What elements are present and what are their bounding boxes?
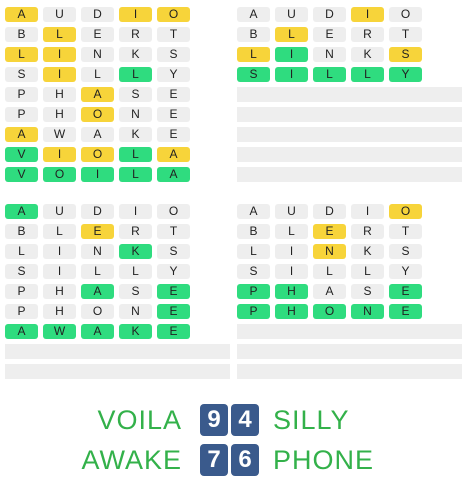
guess-row [237, 204, 462, 219]
letter-tile-correct: O [313, 304, 346, 319]
guess-row [5, 87, 230, 102]
guess-row [5, 167, 230, 182]
letter-tile-correct: E [157, 324, 190, 339]
letter-tile: I [43, 244, 76, 259]
solved-word: PHONE [273, 444, 375, 475]
guess-row [5, 284, 230, 299]
guess-count-badge: 9 [200, 404, 228, 436]
letter-tile-present: I [351, 7, 384, 22]
letter-tile-correct: E [389, 304, 422, 319]
letter-tile: H [43, 87, 76, 102]
letter-tile: R [351, 27, 384, 42]
letter-tile: H [43, 284, 76, 299]
letter-tile: Y [157, 67, 190, 82]
letter-tile: B [237, 224, 270, 239]
letter-tile-correct: L [119, 167, 152, 182]
letter-tile: K [119, 47, 152, 62]
letter-tile: R [119, 224, 152, 239]
letter-tile: A [237, 204, 270, 219]
letter-tile: S [237, 264, 270, 279]
letter-tile-correct: O [43, 167, 76, 182]
letter-tile: T [157, 27, 190, 42]
letter-tile-present: S [389, 47, 422, 62]
letter-tile: S [5, 264, 38, 279]
empty-guess-row [237, 344, 462, 359]
guess-row [237, 264, 462, 279]
letter-tile: A [81, 127, 114, 142]
empty-guess-row [237, 127, 462, 142]
letter-tile: D [81, 204, 114, 219]
empty-guess-row [237, 167, 462, 182]
letter-tile: W [43, 127, 76, 142]
guess-row [5, 147, 230, 162]
letter-tile: P [5, 87, 38, 102]
summary-row [0, 403, 465, 437]
letter-tile: D [313, 7, 346, 22]
letter-tile: P [5, 107, 38, 122]
letter-tile: D [313, 204, 346, 219]
summary-row [0, 443, 465, 477]
letter-tile: A [313, 284, 346, 299]
letter-tile-present: A [5, 7, 38, 22]
letter-tile: T [389, 224, 422, 239]
letter-tile: S [5, 67, 38, 82]
letter-tile: L [275, 224, 308, 239]
letter-tile: B [237, 27, 270, 42]
letter-tile-correct: A [157, 167, 190, 182]
empty-guess-row [237, 147, 462, 162]
letter-tile: P [5, 284, 38, 299]
letter-tile-present: L [5, 47, 38, 62]
letter-tile: K [119, 127, 152, 142]
letter-tile: B [5, 27, 38, 42]
guess-row [237, 7, 462, 22]
letter-tile-correct: W [43, 324, 76, 339]
letter-tile: H [43, 107, 76, 122]
empty-guess-row [237, 364, 462, 379]
letter-tile: Y [157, 264, 190, 279]
guess-row [5, 67, 230, 82]
guess-row [237, 244, 462, 259]
guess-row [5, 204, 230, 219]
letter-tile-present: E [313, 224, 346, 239]
letter-tile: L [313, 264, 346, 279]
empty-guess-row [237, 87, 462, 102]
letter-tile-correct: A [5, 324, 38, 339]
letter-tile: H [43, 304, 76, 319]
letter-tile-present: A [5, 127, 38, 142]
game-board-2 [237, 7, 462, 187]
letter-tile-correct: A [81, 284, 114, 299]
letter-tile: L [5, 244, 38, 259]
guess-row [5, 107, 230, 122]
letter-tile-correct: I [275, 47, 308, 62]
letter-tile-correct: H [275, 284, 308, 299]
letter-tile-correct: E [157, 284, 190, 299]
letter-tile: S [157, 47, 190, 62]
guess-row [237, 67, 462, 82]
letter-tile: N [81, 47, 114, 62]
letter-tile: D [81, 7, 114, 22]
letter-tile-present: E [81, 224, 114, 239]
letter-tile-present: A [157, 147, 190, 162]
letter-tile: I [275, 244, 308, 259]
letter-tile: I [119, 204, 152, 219]
letter-tile: E [313, 27, 346, 42]
letter-tile-correct: N [351, 304, 384, 319]
letter-tile: Y [389, 264, 422, 279]
letter-tile-correct: H [275, 304, 308, 319]
letter-tile: L [81, 67, 114, 82]
guess-row [237, 224, 462, 239]
letter-tile: N [119, 107, 152, 122]
letter-tile-present: O [157, 7, 190, 22]
guess-row [5, 304, 230, 319]
guess-row [237, 304, 462, 319]
guess-count-badge: 7 [200, 444, 228, 476]
letter-tile-correct: P [237, 304, 270, 319]
letter-tile: N [81, 244, 114, 259]
letter-tile-correct: L [119, 147, 152, 162]
letter-tile: L [237, 244, 270, 259]
letter-tile: S [119, 284, 152, 299]
letter-tile-present: O [81, 147, 114, 162]
letter-tile-correct: K [119, 244, 152, 259]
letter-tile: T [389, 27, 422, 42]
letter-tile-correct: E [157, 304, 190, 319]
empty-guess-row [5, 344, 230, 359]
letter-tile-correct: K [119, 324, 152, 339]
empty-guess-row [237, 324, 462, 339]
letter-tile-correct: V [5, 167, 38, 182]
letter-tile: I [275, 264, 308, 279]
game-board-3 [5, 204, 230, 384]
letter-tile: L [119, 264, 152, 279]
guess-row [5, 27, 230, 42]
letter-tile-correct: L [351, 67, 384, 82]
letter-tile: L [351, 264, 384, 279]
letter-tile: R [119, 27, 152, 42]
letter-tile: P [5, 304, 38, 319]
letter-tile-correct: V [5, 147, 38, 162]
guess-row [5, 264, 230, 279]
empty-guess-row [5, 364, 230, 379]
letter-tile: U [43, 7, 76, 22]
letter-tile: U [43, 204, 76, 219]
guess-row [237, 47, 462, 62]
letter-tile: B [5, 224, 38, 239]
letter-tile: K [351, 244, 384, 259]
letter-tile: O [389, 7, 422, 22]
letter-tile: N [313, 47, 346, 62]
letter-tile-correct: A [81, 324, 114, 339]
letter-tile: I [43, 264, 76, 279]
solved-word: SILLY [273, 404, 350, 435]
letter-tile: O [157, 204, 190, 219]
letter-tile: E [157, 87, 190, 102]
letter-tile-correct: L [119, 67, 152, 82]
game-board-4 [237, 204, 462, 384]
letter-tile: I [351, 204, 384, 219]
guess-row [5, 244, 230, 259]
letter-tile-present: O [389, 204, 422, 219]
results-summary [0, 403, 465, 483]
letter-tile-correct: P [237, 284, 270, 299]
letter-tile: S [351, 284, 384, 299]
game-board-1 [5, 7, 230, 187]
letter-tile: S [157, 244, 190, 259]
letter-tile-correct: E [389, 284, 422, 299]
guess-row [5, 47, 230, 62]
guess-row [237, 27, 462, 42]
letter-tile: E [157, 127, 190, 142]
letter-tile: E [81, 27, 114, 42]
letter-tile: U [275, 7, 308, 22]
letter-tile: U [275, 204, 308, 219]
letter-tile-correct: Y [389, 67, 422, 82]
letter-tile: L [81, 264, 114, 279]
guess-count-badges [200, 404, 259, 436]
letter-tile-present: N [313, 244, 346, 259]
letter-tile-present: I [43, 147, 76, 162]
letter-tile: E [157, 107, 190, 122]
letter-tile-present: I [43, 67, 76, 82]
guess-row [237, 284, 462, 299]
letter-tile-present: L [237, 47, 270, 62]
letter-tile: S [389, 244, 422, 259]
letter-tile-present: L [275, 27, 308, 42]
guess-row [5, 324, 230, 339]
letter-tile: R [351, 224, 384, 239]
letter-tile-present: L [43, 27, 76, 42]
guess-count-badge: 6 [231, 444, 259, 476]
letter-tile-present: A [81, 87, 114, 102]
guess-row [5, 127, 230, 142]
letter-tile: A [237, 7, 270, 22]
guess-count-badges [200, 444, 259, 476]
guess-row [5, 7, 230, 22]
letter-tile-present: I [119, 7, 152, 22]
letter-tile: N [119, 304, 152, 319]
solved-word: AWAKE [81, 444, 182, 475]
letter-tile: L [43, 224, 76, 239]
guess-row [5, 224, 230, 239]
letter-tile-correct: I [81, 167, 114, 182]
letter-tile-correct: I [275, 67, 308, 82]
letter-tile: S [119, 87, 152, 102]
guess-count-badge: 4 [231, 404, 259, 436]
letter-tile-present: O [81, 107, 114, 122]
letter-tile-correct: S [237, 67, 270, 82]
solved-word: VOILA [97, 404, 182, 435]
letter-tile-correct: A [5, 204, 38, 219]
letter-tile: T [157, 224, 190, 239]
letter-tile-correct: L [313, 67, 346, 82]
letter-tile-present: I [43, 47, 76, 62]
letter-tile: O [81, 304, 114, 319]
letter-tile: K [351, 47, 384, 62]
empty-guess-row [237, 107, 462, 122]
